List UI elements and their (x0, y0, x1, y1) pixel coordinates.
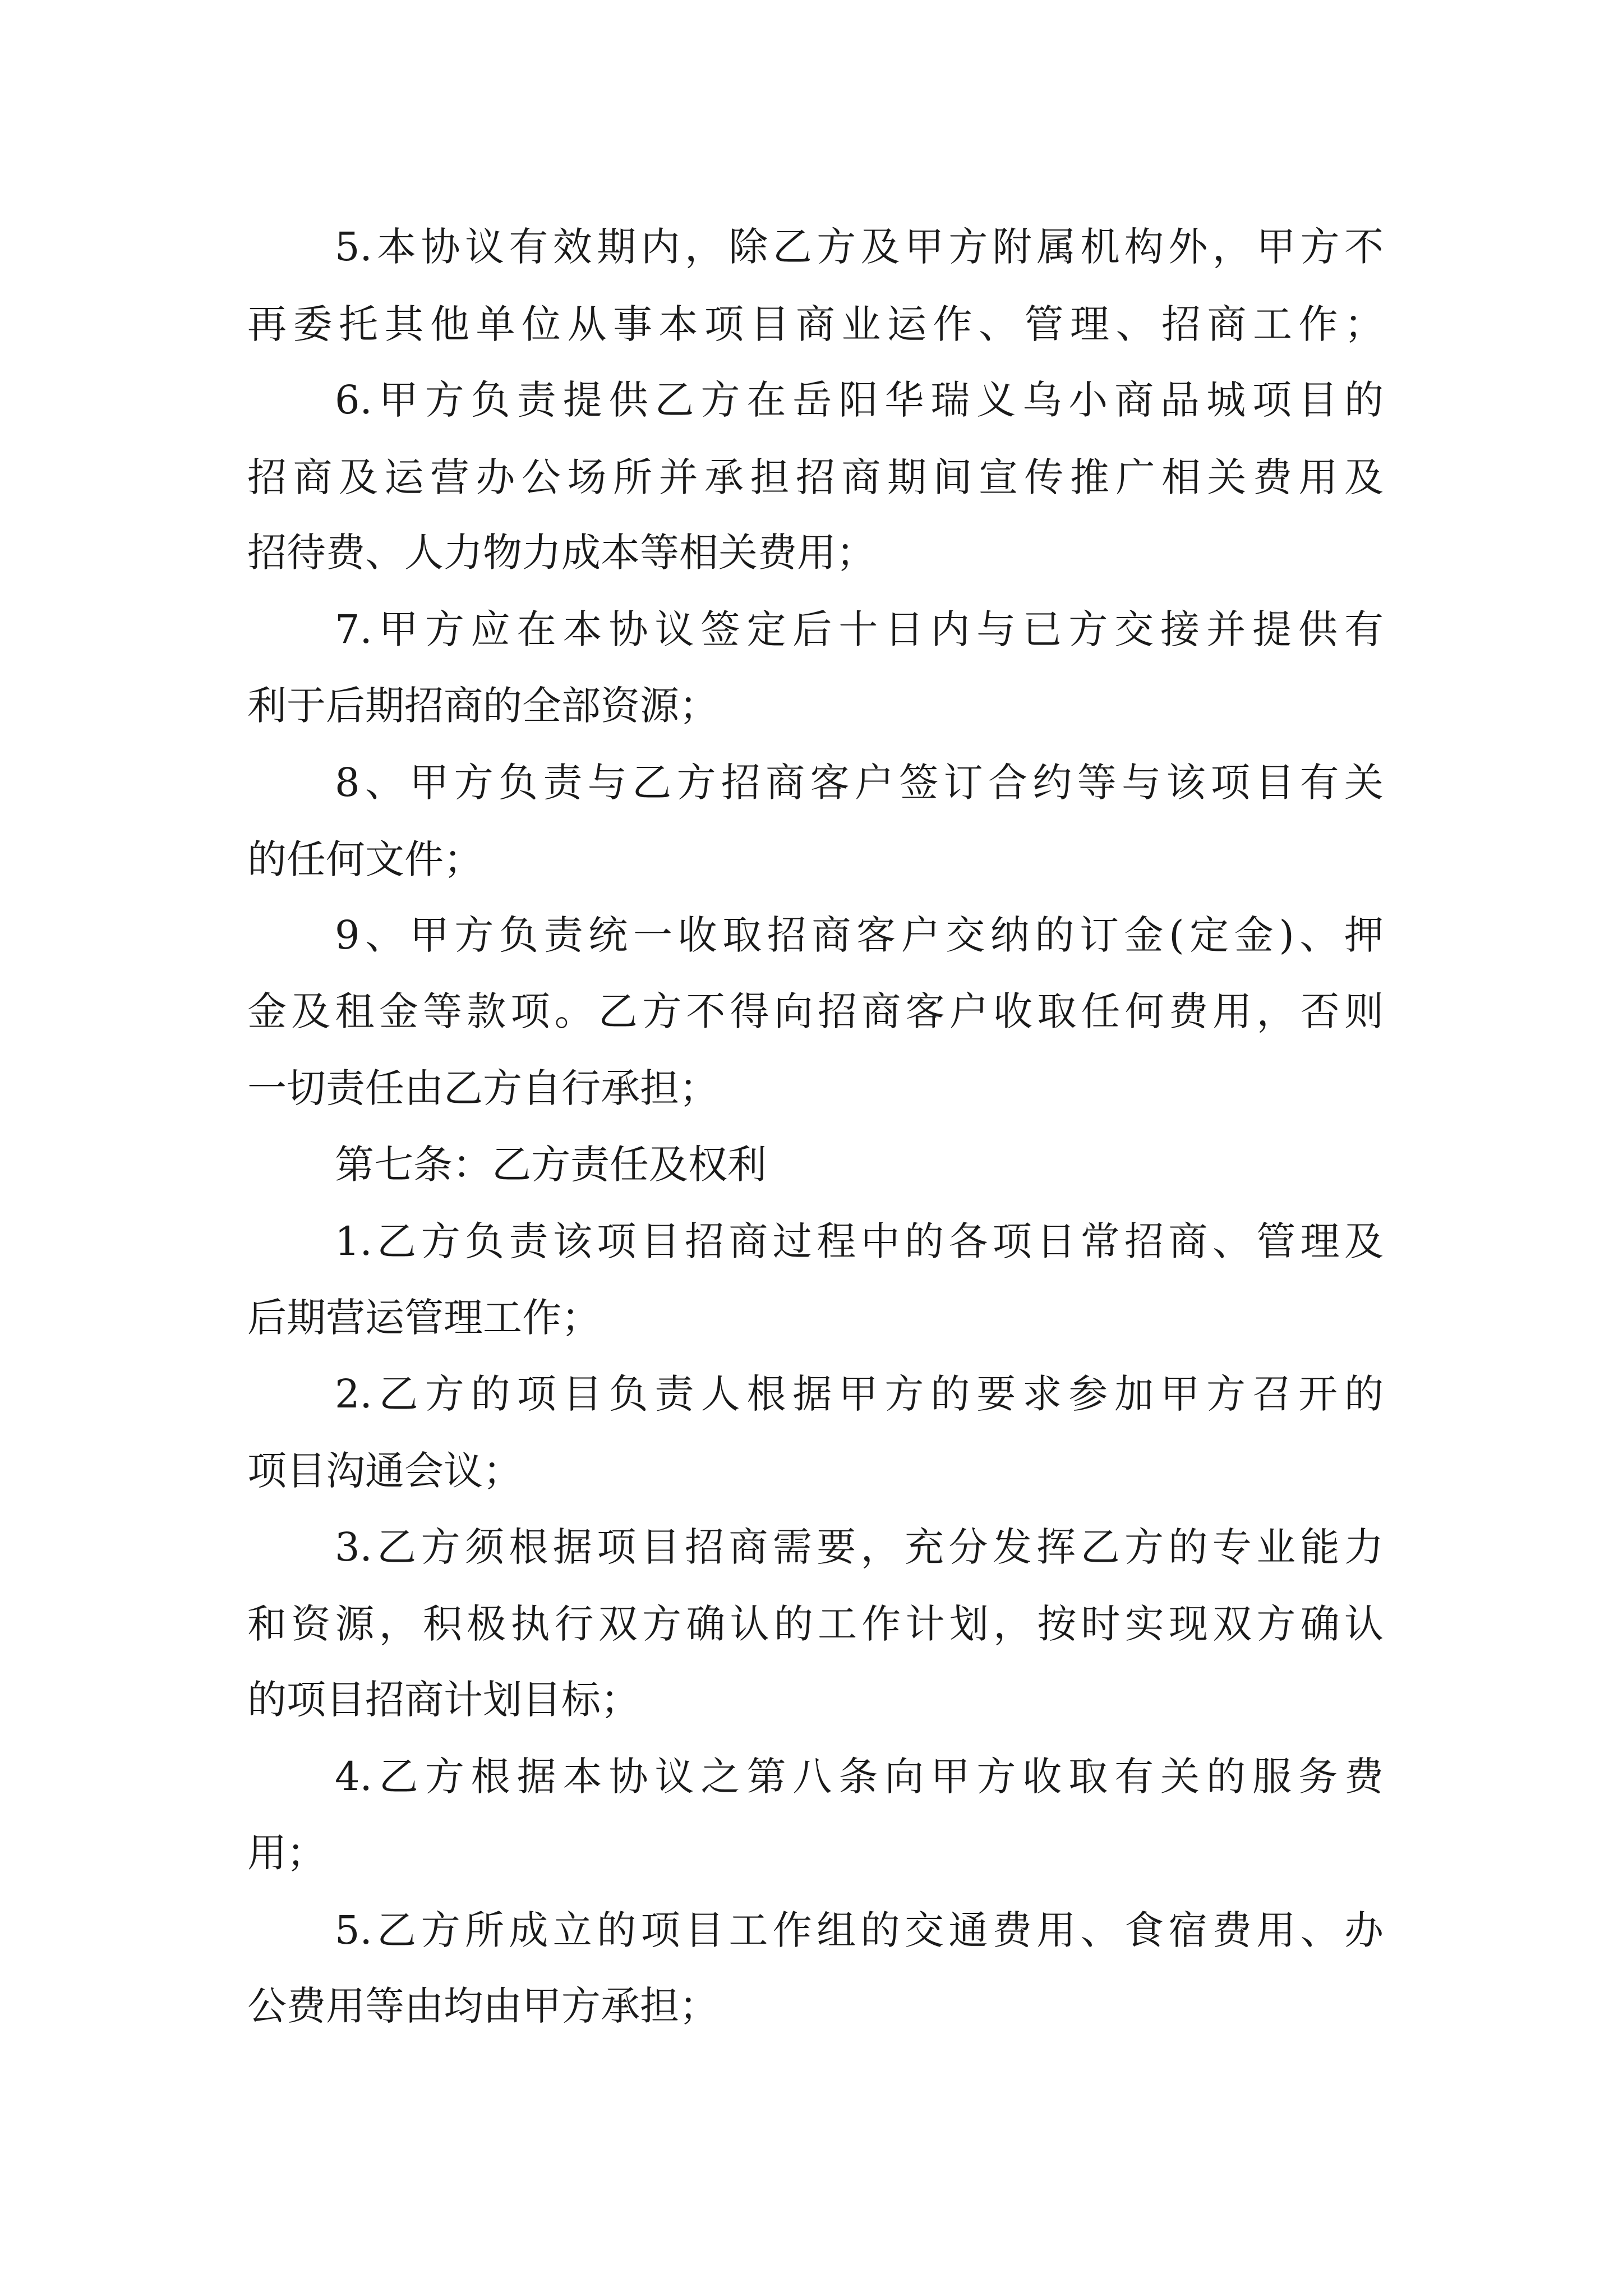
line-clause-6-c: 招待费、人力物力成本等相关费用； (247, 530, 875, 576)
line-clause-7-b: 利于后期招商的全部资源； (247, 683, 718, 729)
line-b-clause-3-b: 和资源，积极执行双方确认的工作计划，按时实现双方确认 (247, 1601, 1384, 1647)
line-b-clause-5-b: 公费用等由均由甲方承担； (247, 1983, 718, 2029)
line-b-clause-5-a: 5.乙方所成立的项目工作组的交通费用、食宿费用、办 (335, 1907, 1384, 1953)
line-clause-5-b: 再委托其他单位从事本项目商业运作、管理、招商工作； (247, 301, 1384, 347)
line-b-clause-3-c: 的项目招商计划目标； (247, 1677, 640, 1723)
line-clause-6-b: 招商及运营办公场所并承担招商期间宣传推广相关费用及 (247, 454, 1384, 500)
line-clause-9-b: 金及租金等款项。乙方不得向招商客户收取任何费用，否则 (247, 988, 1384, 1034)
section-heading-article-7: 第七条：乙方责任及权利 (335, 1142, 767, 1188)
line-b-clause-1-b: 后期营运管理工作； (247, 1295, 601, 1341)
line-b-clause-1-a: 1.乙方负责该项目招商过程中的各项日常招商、管理及 (335, 1218, 1384, 1264)
line-b-clause-2-b: 项目沟通会议； (247, 1448, 522, 1494)
line-clause-8-b: 的任何文件； (247, 836, 483, 882)
line-clause-7-a: 7.甲方应在本协议签定后十日内与已方交接并提供有 (335, 606, 1384, 652)
line-clause-5-a: 5.本协议有效期内，除乙方及甲方附属机构外，甲方不 (335, 224, 1384, 270)
line-clause-8-a: 8、甲方负责与乙方招商客户签订合约等与该项目有关 (335, 760, 1384, 806)
line-clause-6-a: 6.甲方负责提供乙方在岳阳华瑞义乌小商品城项目的 (335, 377, 1384, 423)
line-b-clause-3-a: 3.乙方须根据项目招商需要，充分发挥乙方的专业能力 (335, 1524, 1384, 1570)
line-b-clause-2-a: 2.乙方的项目负责人根据甲方的要求参加甲方召开的 (335, 1371, 1384, 1417)
line-b-clause-4-b: 用； (247, 1830, 326, 1876)
line-clause-9-c: 一切责任由乙方自行承担； (247, 1065, 718, 1111)
line-b-clause-4-a: 4.乙方根据本协议之第八条向甲方收取有关的服务费 (335, 1754, 1384, 1800)
line-clause-9-a: 9、甲方负责统一收取招商客户交纳的订金(定金)、押 (335, 912, 1384, 958)
